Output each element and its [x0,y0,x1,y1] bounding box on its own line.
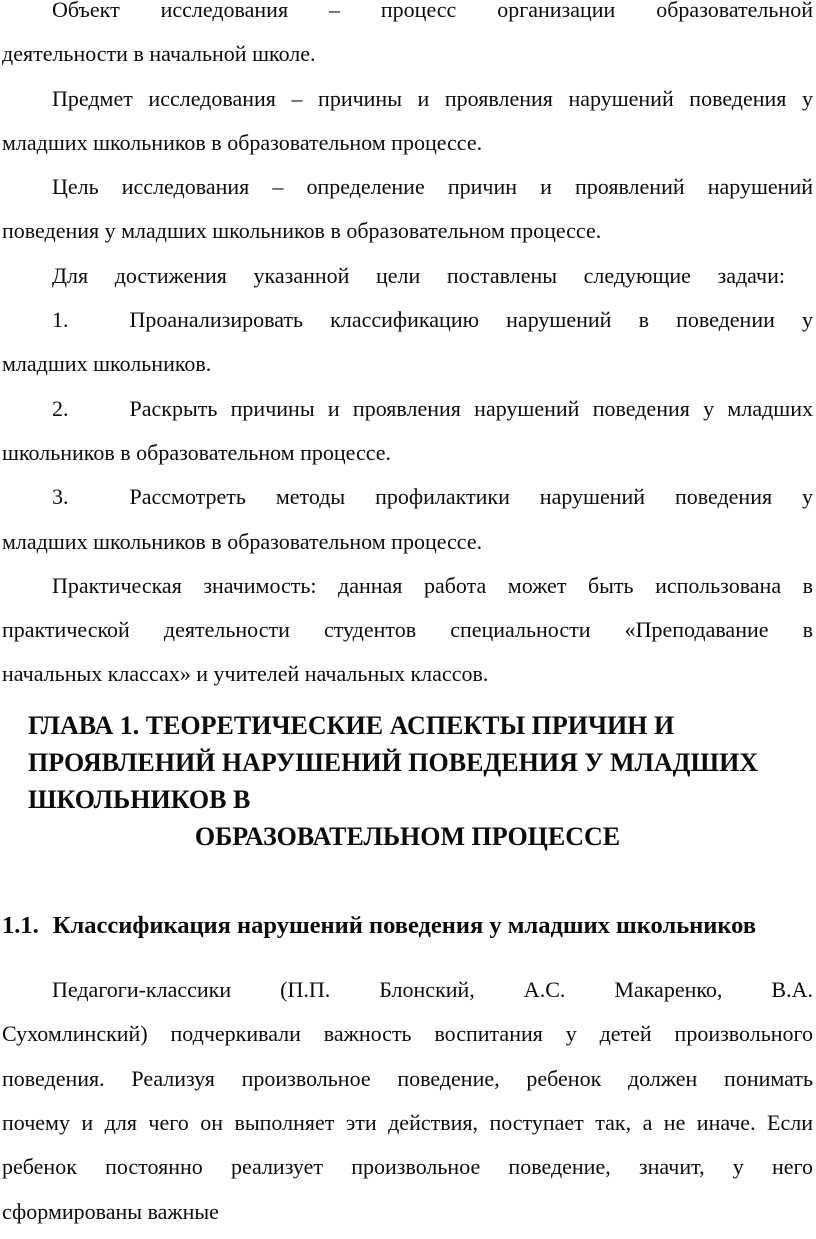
text-line [2,387,813,431]
text-line: младших школьников в образовательном процессе. [2,528,483,554]
text-line: Объект исследования – процесс организации образовательной [52,0,813,22]
text-line: Сухомлинский) подчеркивали важность воспитания у детей произвольного [2,1021,813,1047]
paragraph-research-object [2,0,813,77]
chapter-heading-line: ШКОЛЬНИКОВ В [28,784,251,814]
task-text: Рассмотреть методы профилактики нарушений поведения у [129,484,813,510]
text-line: поведения у младших школьников в образовательном процессе. [2,218,602,244]
text-line: начальных классах» и учителей начальных классов. [2,661,489,687]
text-line: поведения. Реализуя произвольное поведение, ребенок должен понимать [2,1065,813,1091]
paragraph-pedagogy-classics [2,968,813,1234]
section-title: Классификация нарушений поведения у младших школьников [52,911,757,939]
section-number: 1.1. [2,911,39,939]
text-line [2,475,813,519]
task-number: 3. [52,484,69,510]
paragraph-practical-significance [2,564,813,697]
text-line: ребенок постоянно реализует произвольное поведение, значит, у него [2,1154,813,1180]
text-line: школьников в образовательном процессе. [2,439,392,465]
chapter-heading-line: ОБРАЗОВАТЕЛЬНОМ ПРОЦЕССЕ [194,821,621,851]
task-text: Раскрыть причины и проявления нарушений поведения у младших [129,395,813,421]
text-line [2,298,813,342]
task-number: 1. [52,307,69,333]
task-list [2,298,813,564]
text-line: Для достижения указанной цели поставлены следующие задачи: [52,262,785,288]
task-text: Проанализировать классификацию нарушений в поведении у [129,307,813,333]
text-line: Практическая значимость: данная работа может быть использована в [52,572,813,598]
text-line: Цель исследования – определение причин и проявлений нарушений [52,174,813,200]
task-item-2 [2,387,813,476]
intro-section [2,0,813,697]
text-line: деятельности в начальной школе. [2,41,316,67]
section-1-1-heading [2,904,813,948]
paragraph-research-goal [2,165,813,254]
text-line: сформированы важные [2,1198,219,1224]
text-line: младших школьников в образовательном процессе. [2,129,483,155]
paragraph-research-subject [2,77,813,166]
task-item-1 [2,298,813,387]
task-number: 2. [52,395,69,421]
chapter-1-heading [2,707,813,855]
text-line: младших школьников. [2,351,212,377]
chapter-heading-line: ГЛАВА 1. ТЕОРЕТИЧЕСКИЕ АСПЕКТЫ ПРИЧИН И [28,710,675,740]
chapter-heading-line: ПРОЯВЛЕНИЙ НАРУШЕНИЙ ПОВЕДЕНИЯ У МЛАДШИХ [28,747,759,777]
text-line: практической деятельности студентов специальности «Преподавание в [2,617,813,643]
paragraph-tasks-intro [2,254,813,298]
text-line: Педагоги-классики (П.П. Блонский, А.С. Макаренко, В.А. [52,977,813,1003]
task-item-3 [2,475,813,564]
text-line: Предмет исследования – причины и проявления нарушений поведения у [52,85,813,111]
text-line: почему и для чего он выполняет эти действия, поступает так, а не иначе. Если [2,1109,813,1135]
